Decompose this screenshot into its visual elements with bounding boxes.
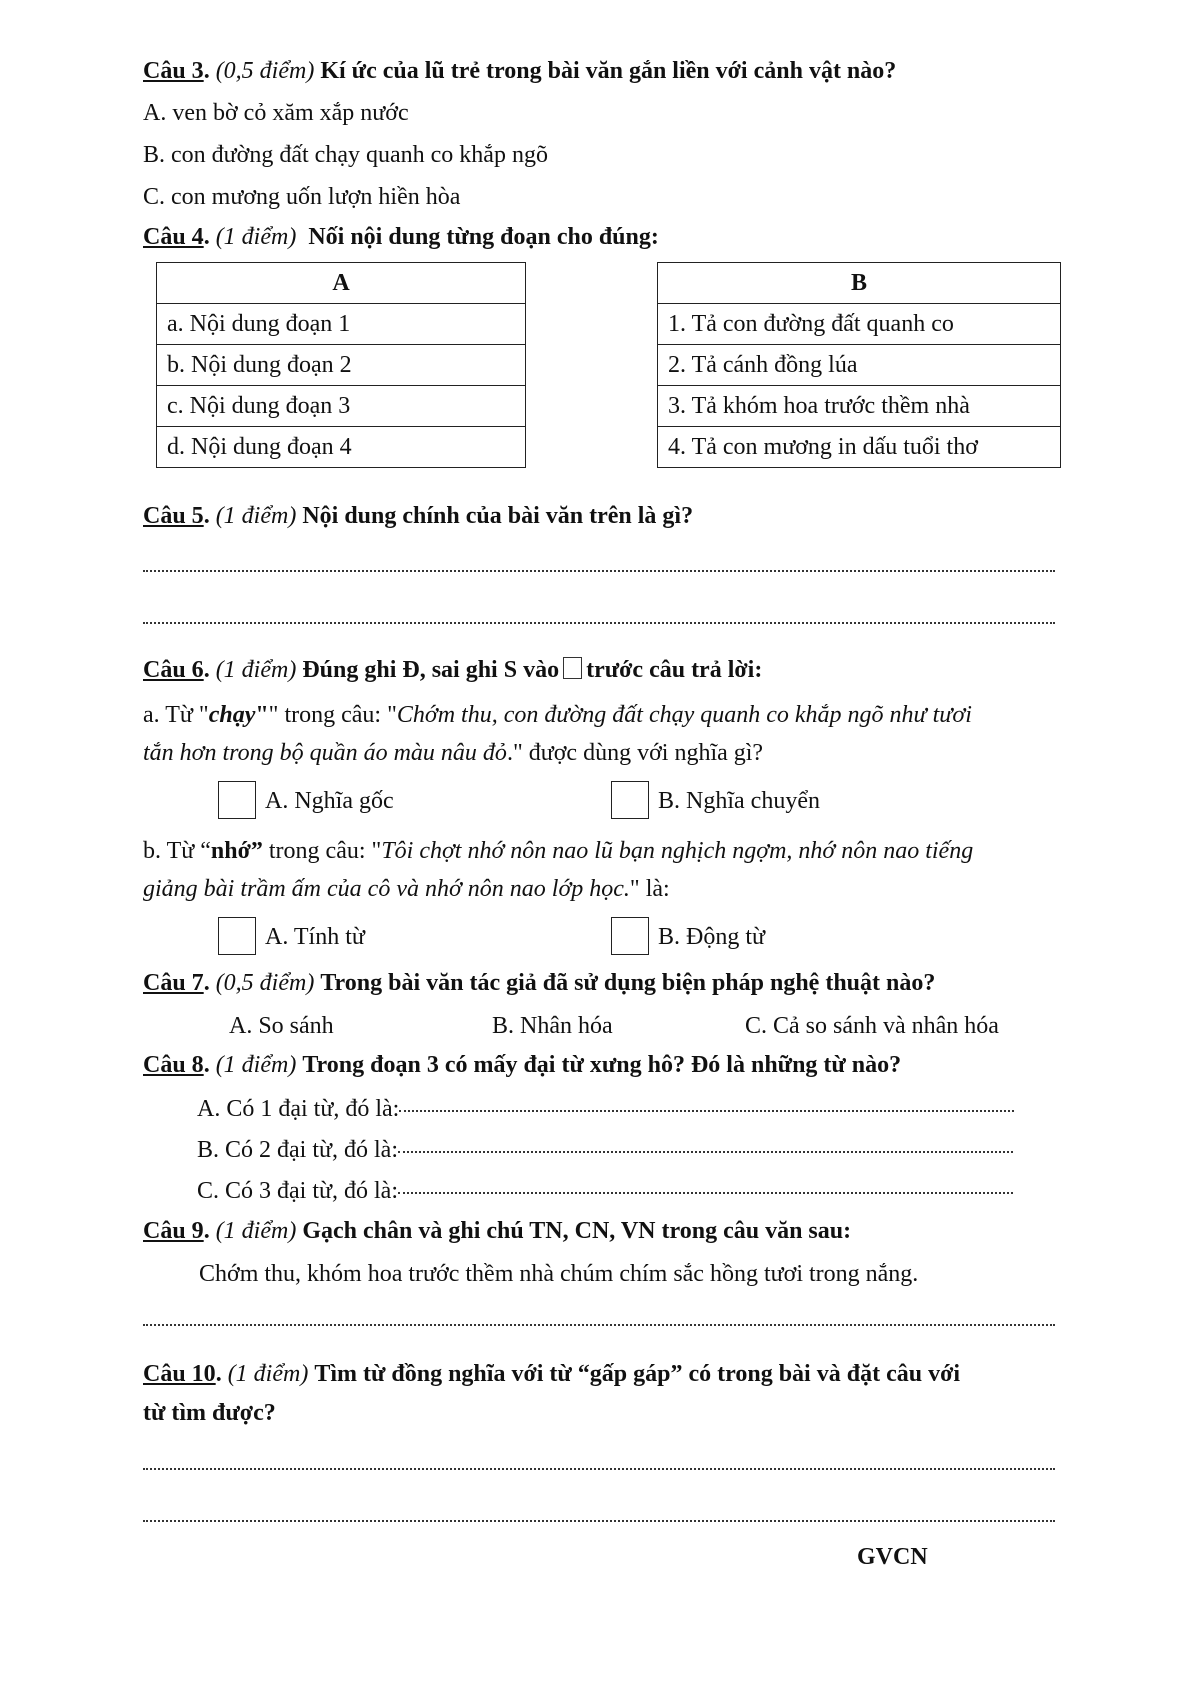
q5-points: (1 điểm) bbox=[215, 503, 297, 529]
q7-points: (0,5 điểm) bbox=[215, 970, 315, 996]
col-a-item: d. Nội dung đoạn 4 bbox=[157, 427, 526, 468]
q10-heading: Câu 10. (1 điểm) Tìm từ đồng nghĩa với từ “gấp gáp” có trong bài và đặt câu với bbox=[143, 1361, 961, 1387]
q5-answer-line-1[interactable] bbox=[143, 568, 1055, 572]
q6b-prefix: b. Từ “ bbox=[143, 838, 211, 864]
q4-question: Nối nội dung từng đoạn cho đúng: bbox=[308, 224, 659, 250]
q6-question-after: trước câu trả lời: bbox=[586, 657, 763, 683]
q6a-word: chạy bbox=[208, 702, 256, 728]
col-a-header: A bbox=[157, 263, 526, 304]
q4-heading: Câu 4. (1 điểm) Nối nội dung từng đoạn cho đúng: bbox=[143, 224, 659, 250]
q8-option-b bbox=[197, 1135, 1013, 1165]
q9-label: Câu 9 bbox=[143, 1218, 204, 1244]
col-b-item: 2. Tả cánh đồng lúa bbox=[658, 345, 1061, 386]
q6a-mid: " trong câu: " bbox=[268, 702, 397, 728]
q6a-quote-1: Chớm thu, con đường đất chạy quanh co khắp ngõ như tươi bbox=[396, 702, 972, 728]
q9-sentence: Chớm thu, khóm hoa trước thềm nhà chúm chím sắc hồng tươi trong nắng. bbox=[199, 1261, 919, 1287]
q8-option-c-fill[interactable] bbox=[398, 1192, 1013, 1194]
q3-question: Kí ức của lũ trẻ trong bài văn gắn liền với cảnh vật nào? bbox=[320, 58, 897, 84]
q7-question: Trong bài văn tác giả đã sử dụng biện pháp nghệ thuật nào? bbox=[320, 970, 936, 996]
q7-option-a: A. So sánh bbox=[229, 1013, 334, 1039]
q6-question-before: Đúng ghi Đ, sai ghi S vào bbox=[302, 657, 560, 683]
col-a-item: a. Nội dung đoạn 1 bbox=[157, 304, 526, 345]
q3-option-b: B. con đường đất chạy quanh co khắp ngõ bbox=[143, 142, 548, 168]
q8-question: Trong đoạn 3 có mấy đại từ xưng hô? Đó là những từ nào? bbox=[302, 1052, 902, 1078]
q6b-line-2 bbox=[143, 874, 670, 904]
q10-question-line-2: từ tìm được? bbox=[143, 1400, 276, 1426]
q6a-line-1: a. Từ "chạy"" trong câu: "Chớm thu, con đường đất chạy quanh co khắp ngõ như tươi bbox=[143, 702, 972, 728]
q6a-option-b: B. Nghĩa chuyển bbox=[658, 788, 820, 814]
q10-answer-line-2[interactable] bbox=[143, 1518, 1055, 1522]
q6b-mid: trong câu: " bbox=[262, 838, 382, 864]
q6-heading: Câu 6. (1 điểm) Đúng ghi Đ, sai ghi S vào trước câu trả lời: bbox=[143, 657, 763, 683]
q7-option-b: B. Nhân hóa bbox=[492, 1013, 613, 1039]
q6b-word: nhớ” bbox=[210, 838, 263, 864]
q8-option-c bbox=[197, 1176, 1013, 1206]
q6b-quote-1: Tôi chợt nhớ nôn nao lũ bạn nghịch ngợm, nhớ nôn nao tiếng bbox=[381, 838, 974, 864]
q7-option-c: C. Cả so sánh và nhân hóa bbox=[745, 1013, 999, 1039]
q8-option-b-fill[interactable] bbox=[398, 1151, 1013, 1153]
q3-heading: Câu 3. (0,5 điểm) Kí ức của lũ trẻ trong bài văn gắn liền với cảnh vật nào? bbox=[143, 58, 897, 84]
q8-option-a bbox=[197, 1094, 1014, 1124]
col-b-item: 4. Tả con mương in dấu tuổi thơ bbox=[658, 427, 1061, 468]
q3-option-c: C. con mương uốn lượn hiền hòa bbox=[143, 184, 461, 210]
q5-answer-line-2[interactable] bbox=[143, 620, 1055, 624]
q8-option-c-label: C. Có 3 đại từ, đó là: bbox=[197, 1178, 398, 1204]
q7-heading: Câu 7. (0,5 điểm) Trong bài văn tác giả đã sử dụng biện pháp nghệ thuật nào? bbox=[143, 970, 936, 996]
q6b-suffix: " là: bbox=[629, 876, 670, 902]
q4-points: (1 điểm) bbox=[215, 224, 297, 250]
checkbox-icon bbox=[563, 657, 582, 679]
col-a-item: b. Nội dung đoạn 2 bbox=[157, 345, 526, 386]
col-b-item: 1. Tả con đường đất quanh co bbox=[658, 304, 1061, 345]
q6b-quote-2: giảng bài trầm ấm của cô và nhớ nôn nao lớp học. bbox=[143, 876, 630, 902]
q8-option-a-label: A. Có 1 đại từ, đó là: bbox=[197, 1096, 400, 1122]
q10-points: (1 điểm) bbox=[227, 1361, 309, 1387]
q10-question-line-1: Tìm từ đồng nghĩa với từ “gấp gáp” có trong bài và đặt câu với bbox=[314, 1361, 961, 1387]
q8-heading: Câu 8. (1 điểm) Trong đoạn 3 có mấy đại từ xưng hô? Đó là những từ nào? bbox=[143, 1052, 902, 1078]
q9-points: (1 điểm) bbox=[215, 1218, 297, 1244]
q8-label: Câu 8 bbox=[143, 1052, 204, 1078]
match-table-b bbox=[657, 262, 1061, 468]
q6a-checkbox-a[interactable] bbox=[218, 781, 256, 819]
q3-option-a: A. ven bờ cỏ xăm xắp nước bbox=[143, 100, 409, 126]
q6b-option-b: B. Động từ bbox=[658, 924, 766, 950]
q6-label: Câu 6 bbox=[143, 657, 204, 683]
q6a-suffix: ." được dùng với nghĩa gì? bbox=[506, 740, 764, 766]
q9-heading: Câu 9. (1 điểm) Gạch chân và ghi chú TN, CN, VN trong câu văn sau: bbox=[143, 1218, 852, 1244]
match-table-a bbox=[156, 262, 526, 468]
q7-label: Câu 7 bbox=[143, 970, 204, 996]
q8-option-b-label: B. Có 2 đại từ, đó là: bbox=[197, 1137, 398, 1163]
q5-question: Nội dung chính của bài văn trên là gì? bbox=[302, 503, 694, 529]
q4-label: Câu 4 bbox=[143, 224, 204, 250]
col-b-header: B bbox=[658, 263, 1061, 304]
q6-points: (1 điểm) bbox=[215, 657, 297, 683]
col-b-item: 3. Tả khóm hoa trước thềm nhà bbox=[658, 386, 1061, 427]
q6b-option-a: A. Tính từ bbox=[265, 924, 365, 950]
q6a-option-a: A. Nghĩa gốc bbox=[265, 788, 394, 814]
q6a-prefix: a. Từ " bbox=[143, 702, 209, 728]
signature-gvcn: GVCN bbox=[857, 1544, 928, 1570]
q10-answer-line-1[interactable] bbox=[143, 1466, 1055, 1470]
q8-option-a-fill[interactable] bbox=[399, 1110, 1014, 1112]
q6b-line-1 bbox=[143, 836, 973, 866]
q9-answer-line[interactable] bbox=[143, 1322, 1055, 1326]
q6a-quote-2: tắn hơn trong bộ quần áo màu nâu đỏ bbox=[143, 740, 507, 766]
q3-points: (0,5 điểm) bbox=[215, 58, 315, 84]
q9-question: Gạch chân và ghi chú TN, CN, VN trong câu văn sau: bbox=[302, 1218, 852, 1244]
q5-label: Câu 5 bbox=[143, 503, 204, 529]
q6b-checkbox-b[interactable] bbox=[611, 917, 649, 955]
q3-label: Câu 3 bbox=[143, 58, 204, 84]
q6a-checkbox-b[interactable] bbox=[611, 781, 649, 819]
q5-heading: Câu 5. (1 điểm) Nội dung chính của bài văn trên là gì? bbox=[143, 503, 694, 529]
q8-points: (1 điểm) bbox=[215, 1052, 297, 1078]
q6a-line-2 bbox=[143, 738, 763, 768]
q6b-checkbox-a[interactable] bbox=[218, 917, 256, 955]
col-a-item: c. Nội dung đoạn 3 bbox=[157, 386, 526, 427]
q10-label: Câu 10 bbox=[143, 1361, 216, 1387]
